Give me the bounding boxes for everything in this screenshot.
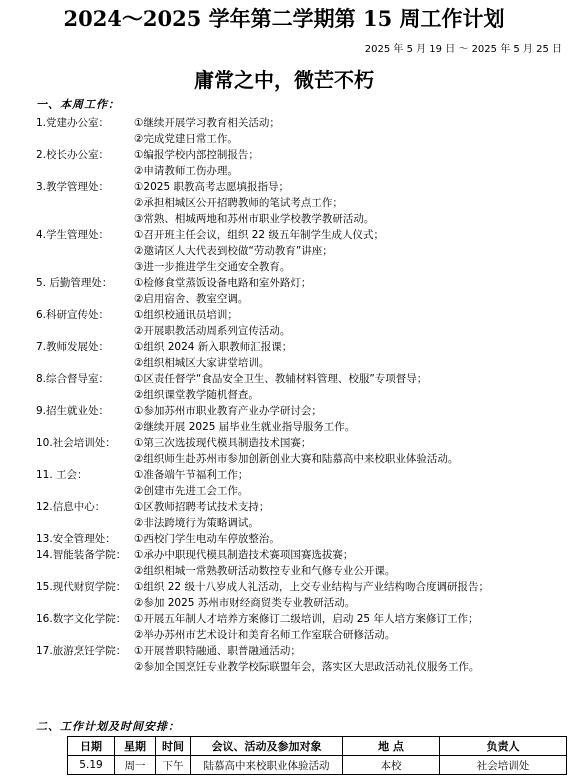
department-item <box>0 147 568 179</box>
task-item: ②申请教师工伤办理。 <box>134 165 238 177</box>
task-item: ②参加全国烹饪专业教学校际联盟年会，落实区大思政活动礼仪服务工作。 <box>134 661 480 673</box>
department-item <box>0 307 568 339</box>
task-item: ①区教师招聘考试技术支持； <box>134 501 270 513</box>
task-item: ①承办中职现代模具制造技术赛项国赛选拔赛； <box>134 549 354 561</box>
department-item <box>0 531 568 547</box>
task-item: ②组织相城区大家讲堂培训。 <box>134 357 270 369</box>
department-name: 14.智能装备学院： <box>36 549 127 561</box>
header-time: 时间 <box>156 737 191 756</box>
department-item <box>0 499 568 531</box>
department-name: 6.科研宣传处： <box>36 309 110 321</box>
department-name: 10.社会培训处： <box>36 437 116 449</box>
schedule-table <box>67 736 567 775</box>
task-item: ②组织师生赴苏州市参加创新创业大赛和陆慕高中来校职业体验活动。 <box>134 453 459 465</box>
task-item: ②创建市先进工会工作。 <box>134 485 249 497</box>
task-item: ②完成党建日常工作。 <box>134 133 238 145</box>
department-item <box>0 467 568 499</box>
task-item: ③进一步推进学生交通安全教育。 <box>134 261 291 273</box>
header-date: 日期 <box>68 737 115 756</box>
cell-location: 本校 <box>343 756 440 775</box>
cell-date: 5.19 <box>68 756 115 775</box>
task-item: ①2025 职教高考志愿填报指导； <box>134 181 289 193</box>
task-item: ①继续开展学习教育相关活动； <box>134 117 280 129</box>
task-item: ②邀请区人大代表到校做“劳动教育”讲座； <box>134 245 333 257</box>
section-heading-weekly-work: 一、本周工作： <box>36 98 120 111</box>
department-name: 5. 后勤管理处： <box>36 277 113 289</box>
department-name: 12.信息中心： <box>36 501 106 513</box>
task-item: ②非法跨境行为策略调试。 <box>134 517 259 529</box>
task-item: ①编报学校内部控制报告； <box>134 149 259 161</box>
department-name: 15.现代财贸学院： <box>36 581 127 593</box>
schedule-header-row <box>68 737 567 756</box>
department-name: 8.综合督导室： <box>36 373 110 385</box>
cell-responsible: 社会培训处 <box>440 756 567 775</box>
task-item: ①西校门学生电动车停放整治。 <box>134 533 280 545</box>
date-range: 2025 年 5 月 19 日 ～ 2025 年 5 月 25 日 <box>364 44 562 55</box>
department-name: 7.教师发展处： <box>36 341 110 353</box>
department-name: 9.招生就业处： <box>36 405 110 417</box>
motto: 庸常之中，微芒不朽 <box>194 68 374 92</box>
department-name: 16.数字文化学院： <box>36 613 127 625</box>
department-item <box>0 179 568 227</box>
department-name: 11. 工会： <box>36 469 88 481</box>
task-item: ②开展职教活动周系列宣传活动。 <box>134 325 291 337</box>
department-item <box>0 579 568 611</box>
task-item: ①组织 2024 新入职教师汇报课； <box>134 341 293 353</box>
task-item: ③常熟、相城两地和苏州市职业学校教学教研活动。 <box>134 213 375 225</box>
header-activity: 会议、活动及参加对象 <box>191 737 343 756</box>
department-item <box>0 275 568 307</box>
department-task-list <box>0 115 568 675</box>
task-item: ②组织课堂教学随机督查。 <box>134 389 259 401</box>
task-item: ①第三次选拔现代模具制造技术国赛； <box>134 437 312 449</box>
department-item <box>0 611 568 643</box>
department-item <box>0 547 568 579</box>
task-item: ②参加 2025 苏州市财经商贸类专业教研活动。 <box>134 597 356 609</box>
task-item: ①召开班主任会议，组织 22 级五年制学生成人仪式； <box>134 229 384 241</box>
department-item <box>0 643 568 675</box>
department-item <box>0 371 568 403</box>
header-weekday: 星期 <box>115 737 156 756</box>
task-item: ①准备端午节福利工作； <box>134 469 249 481</box>
task-item: ①组织 22 级十八岁成人礼活动，上交专业结构与产业结构吻合度调研报告； <box>134 581 489 593</box>
task-item: ①开展五年制人才培养方案修订二级培训，启动 25 年人培方案修订工作； <box>134 613 479 625</box>
cell-weekday: 周一 <box>115 756 156 775</box>
header-location: 地 点 <box>343 737 440 756</box>
cell-activity: 陆慕高中来校职业体验活动 <box>191 756 343 775</box>
task-item: ①组织校通讯员培训； <box>134 309 238 321</box>
department-name: 17.旅游烹饪学院： <box>36 645 127 657</box>
cell-time: 下午 <box>156 756 191 775</box>
header-responsible: 负责人 <box>440 737 567 756</box>
department-name: 4.学生管理处： <box>36 229 110 241</box>
department-name: 13.安全管理处： <box>36 533 116 545</box>
department-name: 2.校长办公室： <box>36 149 110 161</box>
task-item: ①开展普职特融通、职普融通活动； <box>134 645 301 657</box>
department-item <box>0 227 568 275</box>
department-name: 3.教学管理处： <box>36 181 110 193</box>
page-title: 2024～2025 学年第二学期第 15 周工作计划 <box>63 6 505 31</box>
task-item: ①参加苏州市职业教育产业办学研讨会； <box>134 405 322 417</box>
department-item <box>0 115 568 147</box>
task-item: ①区责任督学“食品安全卫生、教辅材料管理、校服”专项督导； <box>134 373 428 385</box>
task-item: ②举办苏州市艺术设计和美育名师工作室联合研修活动。 <box>134 629 396 641</box>
task-item: ②启用宿舍、教室空调。 <box>134 293 249 305</box>
department-name: 1.党建办公室： <box>36 117 110 129</box>
task-item: ②组织相城一常熟教研活动数控专业和气修专业公开课。 <box>134 565 396 577</box>
task-item: ②继续开展 2025 届毕业生就业指导服务工作。 <box>134 421 356 433</box>
department-item <box>0 435 568 467</box>
section-heading-schedule: 二、工作计划及时间安排： <box>36 720 180 733</box>
department-item <box>0 403 568 435</box>
task-item: ②承担相城区公开招聘教师的笔试考点工作； <box>134 197 343 209</box>
table-row <box>68 756 567 775</box>
department-item <box>0 339 568 371</box>
task-item: ①检修食堂蒸饭设备电路和室外路灯； <box>134 277 312 289</box>
